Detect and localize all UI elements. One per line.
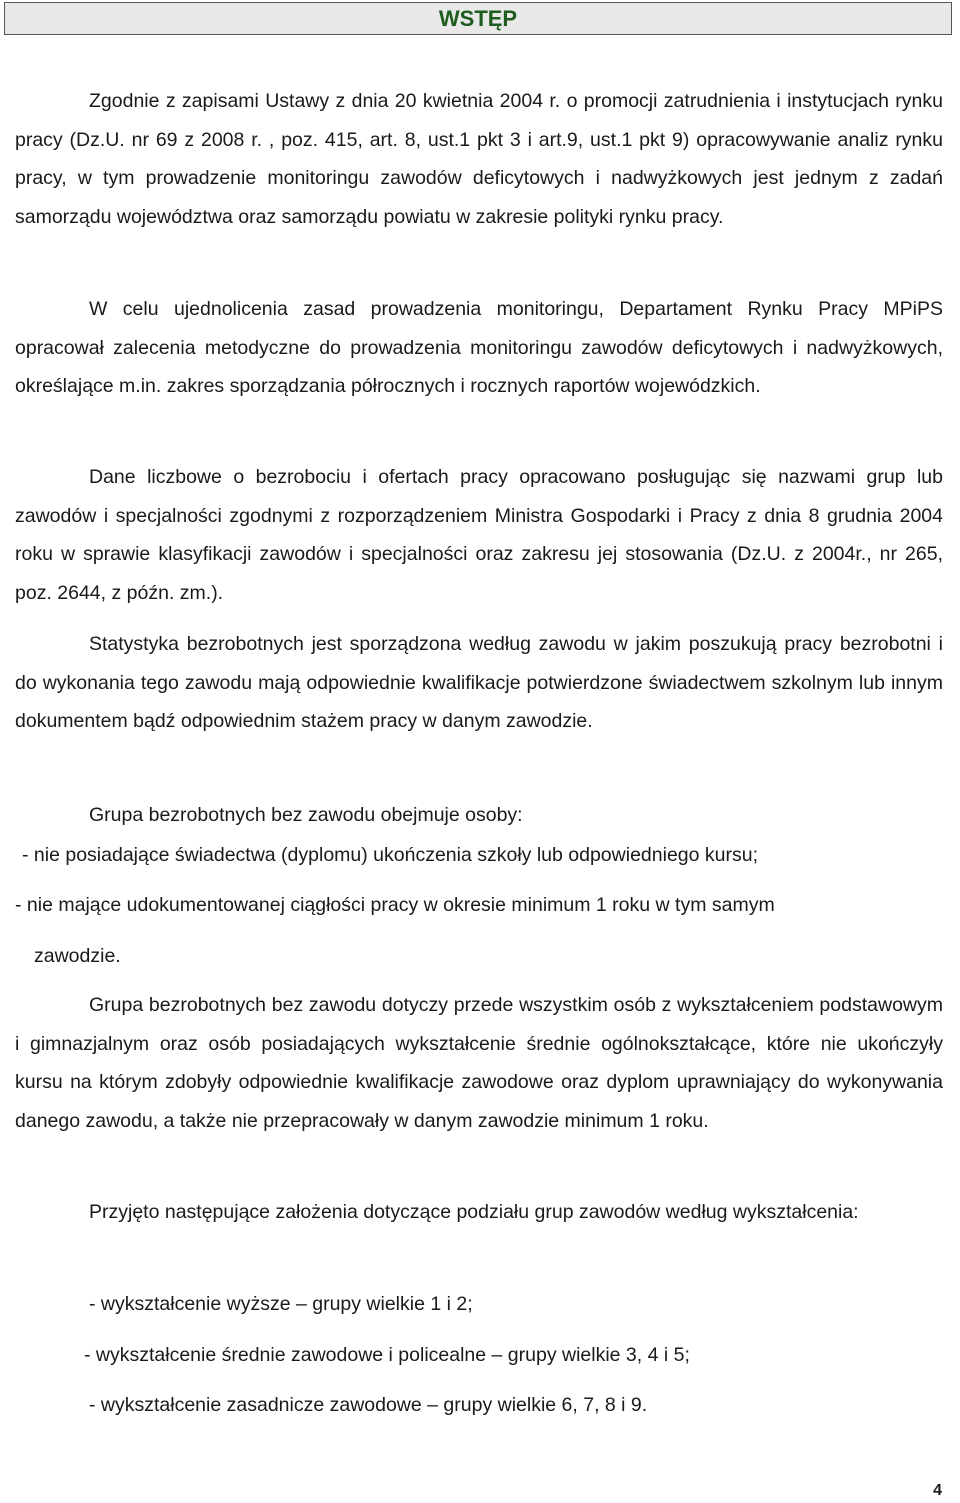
paragraph-text: Statystyka bezrobotnych jest sporządzona według zawodu w jakim poszukują pracy bezrobotni i do wykonania tego zawodu mają odpowiednie kwalifikacje potwierdzone świadectwem szkolnym lub innym dokumentem bądź odpowiednim stażem pracy w danym zawodzie. <box>15 633 943 732</box>
paragraph-methodology <box>15 290 943 406</box>
list-item-continuation: zawodzie. <box>34 945 121 967</box>
paragraph-assumptions <box>15 1193 943 1232</box>
page-number: 4 <box>933 1482 942 1499</box>
list-item-no-diploma: - nie posiadające świadectwa (dyplomu) ukończenia szkoły lub odpowiedniego kursu; <box>22 844 758 866</box>
paragraph-text: Przyjęto następujące założenia dotyczące podziału grup zawodów według wykształcenia: <box>89 1201 859 1223</box>
list-item-secondary-education: - wykształcenie średnie zawodowe i policealne – grupy wielkie 3, 4 i 5; <box>84 1344 690 1366</box>
section-title: WSTĘP <box>4 2 952 35</box>
paragraph-text: W celu ujednolicenia zasad prowadzenia monitoringu, Departament Rynku Pracy MPiPS opracował zalecenia metodyczne do prowadzenia monitoringu zawodów deficytowych i nadwyżkowych, określające m.in. zakres sporządzania półrocznych i rocznych raportów wojewódzkich. <box>15 298 943 397</box>
list-item-higher-education: - wykształcenie wyższe – grupy wielkie 1 i 2; <box>89 1293 473 1315</box>
paragraph-no-profession-group <box>15 986 943 1140</box>
paragraph-no-profession-intro: Grupa bezrobotnych bez zawodu obejmuje osoby: <box>89 804 523 826</box>
paragraph-text: Grupa bezrobotnych bez zawodu dotyczy przede wszystkim osób z wykształceniem podstawowym i gimnazjalnym oraz osób posiadających wykształcenie średnie ogólnokształcące, które nie ukończyły kursu na którym zdobyły odpowiednie kwalifikacje zawodowe oraz dyplom uprawniający do wykonywania danego zawodu, a także nie przepracowały w danym zawodzie minimum 1 roku. <box>15 994 943 1132</box>
paragraph-text: Dane liczbowe o bezrobociu i ofertach pracy opracowano posługując się nazwami grup lub zawodów i specjalności zgodnymi z rozporządzeniem Ministra Gospodarki i Pracy z dnia 8 grudnia 2004 roku w sprawie klasyfikacji zawodów i specjalności oraz zakresu jej stosowania (Dz.U. z 2004r., nr 265, poz. 2644, z późn. zm.). <box>15 466 943 604</box>
list-item-vocational-education: - wykształcenie zasadnicze zawodowe – grupy wielkie 6, 7, 8 i 9. <box>89 1394 648 1416</box>
paragraph-legal-basis <box>15 82 943 236</box>
list-item-no-work-continuity: - nie mające udokumentowanej ciągłości pracy w okresie minimum 1 roku w tym samym <box>15 894 775 916</box>
paragraph-data-classification <box>15 458 943 612</box>
paragraph-unemployed-statistics <box>15 625 943 741</box>
paragraph-text: Zgodnie z zapisami Ustawy z dnia 20 kwietnia 2004 r. o promocji zatrudnienia i instytucjach rynku pracy (Dz.U. nr 69 z 2008 r. , poz. 415, art. 8, ust.1 pkt 3 i art.9, ust.1 pkt 9) opracowywanie analiz rynku pracy, w tym prowadzenie monitoringu zawodów deficytowych i nadwyżkowych jest jednym z zadań samorządu województwa oraz samorządu powiatu w zakresie polityki rynku pracy. <box>15 90 943 228</box>
